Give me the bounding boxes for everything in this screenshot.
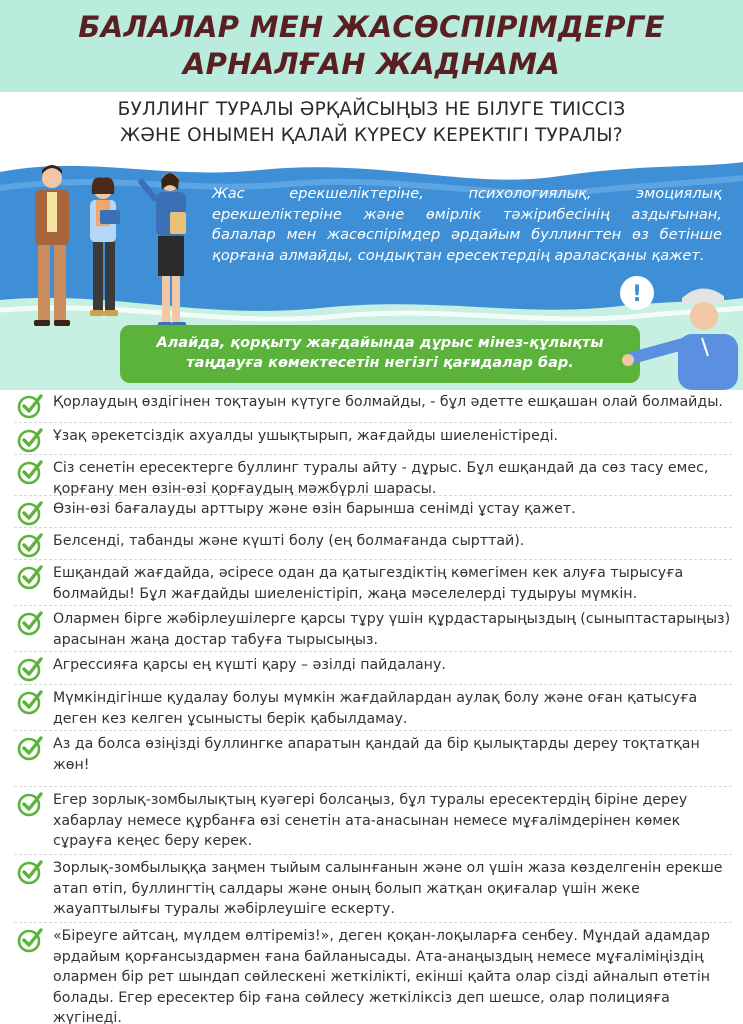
rule-text: Ешқандай жағдайда, әсіресе одан да қатыгездіктің көмегімен кек алуға тырысуға болмайды! Бұл жағдайды шиеленістіріп, жаңа мәселелерді тудыруы мүмкін. <box>53 565 684 602</box>
rule-divider <box>14 922 732 923</box>
rule-item <box>0 688 743 735</box>
rule-item <box>0 426 743 453</box>
rule-item <box>0 655 743 682</box>
check-circle-icon <box>17 610 43 636</box>
rule-text: Зорлық-зомбылыққа заңмен тыйым салынғанын және ол үшін жаза көзделгенін ерекше атап өтіп, буллингтің салдары және оның болып жатқан оқиғалар үшін жеке жауаптылығы туралы жәбірлеушіге ескерту. <box>53 860 723 917</box>
rule-text: Қорлаудың өздігінен тоқтауын күтуге болмайды, - бұл әдетте ешқашан олай болмайды. <box>53 394 723 410</box>
rule-divider <box>14 495 732 496</box>
rule-text: Егер зорлық-зомбылықтың куәгері болсаңыз, бұл туралы ересектердің біріне дереу хабарлау немесе құрбанға өзі сенетін ата-анасынан немесе мұғалімдерінен көмек сұрауға кеңес беру керек. <box>53 792 688 849</box>
rule-text: Аз да болса өзіңізді буллингке апаратын қандай да бір қылықтарды дереу тоқтатқан жөн! <box>53 736 700 773</box>
rule-item <box>0 926 743 1024</box>
rule-item <box>0 392 743 419</box>
rule-item <box>0 499 743 526</box>
rule-text: Олармен бірге жәбірлеушілерге қарсы тұру үшін құрдастарыңыздың (сыныптастарыңыз) арасынан жаңа достар табуға тырысыңыз. <box>53 611 731 648</box>
rule-text: Белсенді, табанды және күшті болу (ең болмағанда сырттай). <box>53 533 525 549</box>
rule-item <box>0 790 743 858</box>
rule-text: Сіз сенетін ересектерге буллинг туралы айту - дұрыс. Бұл ешқандай да сөз тасу емес, қорғану мен өзін-өзі қорғаудың мәжбүрлі шарасы. <box>53 460 709 497</box>
rule-divider <box>14 454 732 455</box>
rule-divider <box>14 651 732 652</box>
check-circle-icon <box>17 459 43 485</box>
check-circle-icon <box>17 564 43 590</box>
adults-illustration <box>20 160 220 335</box>
subtitle-line-2: ЖӘНЕ ОНЫМЕН ҚАЛАЙ КҮРЕСУ КЕРЕКТІГІ ТУРАЛЫ? <box>120 125 623 146</box>
page-title <box>0 0 743 83</box>
check-circle-icon <box>17 656 43 682</box>
rule-text: Өзін-өзі бағалауды арттыру және өзін барынша сенімді ұстау қажет. <box>53 501 576 517</box>
rule-text: Мүмкіндігінше қудалау болуы мүмкін жағдайлардан аулақ болу және оған қатысуға деген кез келген ұсынысты берік қабылдамау. <box>53 690 698 727</box>
rule-divider <box>14 730 732 731</box>
check-circle-icon <box>17 393 43 419</box>
title-line-1: БАЛАЛАР МЕН ЖАСӨСПІРІМДЕРГЕ <box>78 10 665 44</box>
rule-item <box>0 531 743 558</box>
rule-divider <box>14 684 732 685</box>
header-banner <box>0 0 743 92</box>
rule-text: «Біреуге айтсаң, мүлдем өлтіреміз!», деген қоқан-лоқыларға сенбеу. Мұндай адамдар әрдайым қорғансыздармен ғана байланысады. Ата-анаңыздың немесе мұғаліміңіздің олармен бір рет шындап сөйлескені жеткілікті, екінші қайта олар сізді айналып өтетін болады. Егер ересектер бір ғана сөйлесу жеткіліксіз деп шешсе, олар полицияға жүгінеді. <box>53 928 711 1024</box>
check-circle-icon <box>17 791 43 817</box>
rule-divider <box>14 527 732 528</box>
rule-text: Ұзақ әрекетсіздік ахуалды ушықтырып, жағдайды шиеленістіреді. <box>53 428 559 444</box>
rule-divider <box>14 559 732 560</box>
rule-item <box>0 458 743 505</box>
rule-item <box>0 734 743 781</box>
tip-line-2: таңдауға көмектесетін негізгі қағидалар бар. <box>186 355 574 371</box>
boy-illustration <box>612 280 743 390</box>
rule-divider <box>14 854 732 855</box>
tip-banner-text <box>120 333 640 373</box>
rule-text: Агрессияға қарсы ең күшті қару – әзілді пайдалану. <box>53 657 446 673</box>
title-line-2: АРНАЛҒАН ЖАДНАМА <box>182 47 561 81</box>
check-circle-icon <box>17 859 43 885</box>
subtitle <box>0 97 743 149</box>
rule-divider <box>14 786 732 787</box>
check-circle-icon <box>17 735 43 761</box>
tip-line-1: Алайда, қорқыту жағдайында дұрыс мінез-құлықты <box>156 335 604 351</box>
check-circle-icon <box>17 689 43 715</box>
rule-item <box>0 609 743 656</box>
check-circle-icon <box>17 532 43 558</box>
check-circle-icon <box>17 427 43 453</box>
rule-divider <box>14 605 732 606</box>
rule-item <box>0 858 743 926</box>
svg-text:!: ! <box>631 282 643 307</box>
intro-paragraph: Жас ерекшеліктеріне, психологиялық, эмоциялық ерекшеліктеріне және өмірлік тәжірибесінің аздығынан, балалар мен жасөспірімдер әрдайым буллингтен өз бетінше қорғана алмайды, сондықтан ересектердің араласқаны қажет. <box>212 185 722 264</box>
subtitle-line-1: БУЛЛИНГ ТУРАЛЫ ӘРҚАЙСЫҢЫЗ НЕ БІЛУГЕ ТИІССІЗ <box>117 99 626 120</box>
rule-item <box>0 563 743 610</box>
check-circle-icon <box>17 500 43 526</box>
rule-divider <box>14 422 732 423</box>
check-circle-icon <box>17 927 43 953</box>
